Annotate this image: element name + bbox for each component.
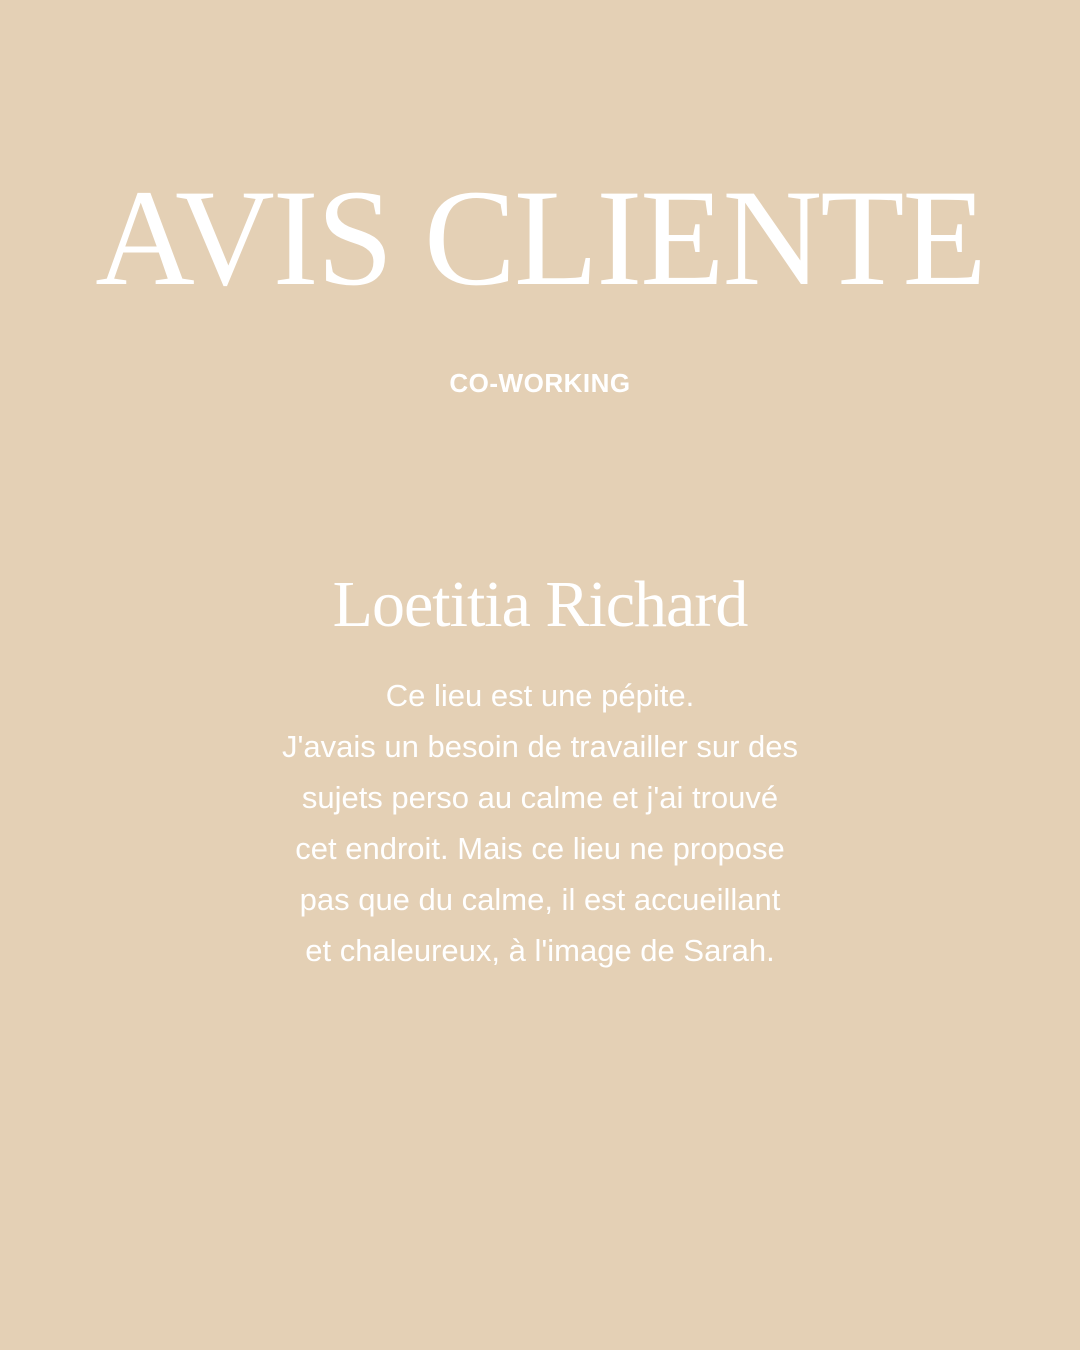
review-line: J'avais un besoin de travailler sur des bbox=[282, 729, 798, 764]
review-line: cet endroit. Mais ce lieu ne propose bbox=[295, 831, 785, 866]
review-line: sujets perso au calme et j'ai trouvé bbox=[301, 780, 779, 815]
review-line: et chaleureux, à l'image de Sarah. bbox=[305, 933, 775, 968]
review-line: pas que du calme, il est accueillant bbox=[299, 882, 781, 917]
review-text bbox=[200, 670, 880, 976]
category-label: CO-WORKING bbox=[449, 368, 631, 398]
reviewer-name: Loetitia Richard bbox=[332, 568, 748, 641]
review-line: Ce lieu est une pépite. bbox=[385, 678, 695, 713]
page-title: AVIS CLIENTE bbox=[95, 161, 985, 314]
